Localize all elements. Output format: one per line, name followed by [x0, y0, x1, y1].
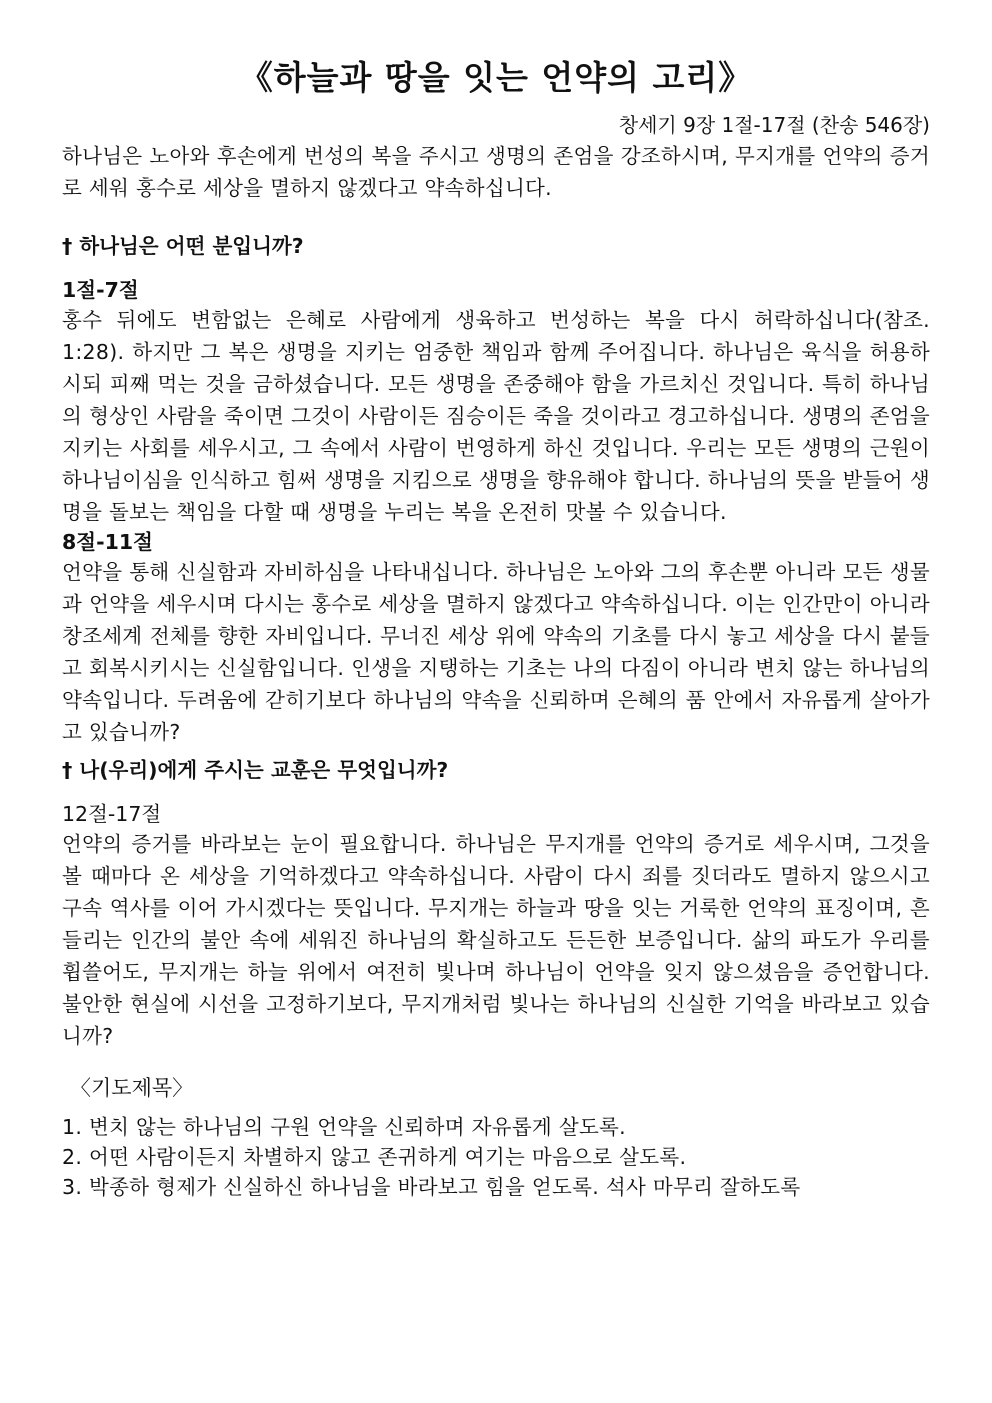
prayer-item: 1. 변치 않는 하나님의 구원 언약을 신뢰하며 자유롭게 살도록.	[62, 1115, 626, 1139]
prayer-item: 2. 어떤 사람이든지 차별하지 않고 존귀하게 여기는 마음으로 살도록.	[62, 1145, 687, 1169]
scripture-reference: 창세기 9장 1절-17절 (찬송 546장)	[618, 113, 930, 137]
bulletin-page	[62, 52, 930, 1202]
prayer-item: 3. 박종하 형제가 신실하신 하나님을 바라보고 힘을 얻도록. 석사 마무리 잘하도록	[62, 1175, 801, 1199]
document-title: 《하늘과 땅을 잇는 언약의 고리》	[239, 58, 753, 97]
verse-range-1-7: 1절-7절	[62, 278, 139, 302]
prayer-title: 〈기도제목〉	[70, 1076, 194, 1100]
paragraph-verses-1-7: 홍수 뒤에도 변함없는 은혜로 사람에게 생육하고 번성하는 복을 다시 허락하십니다(참조. 1:28). 하지만 그 복은 생명을 지키는 엄중한 책임과 함께 주어집니다. 하나님은 육식을 허용하시되 피째 먹는 것을 금하셨습니다. 모든 생명을 존중해야 함을 가르치신 것입니다. 특히 하나님의 형상인 사람을 죽이면 그것이 사람이든 짐승이든 죽을 것이라고 경고하십니다. 생명의 존엄을 지키는 사회를 세우시고, 그 속에서 사람이 번영하게 하신 것입니다. 우리는 모든 생명의 근원이 하나님이심을 인식하고 힘써 생명을 지킴으로 생명을 향유해야 합니다. 하나님의 뜻을 받들어 생명을 돌보는 책임을 다할 때 생명을 누리는 복을 온전히 맛볼 수 있습니다.	[62, 308, 930, 524]
verse-range-8-11: 8절-11절	[62, 530, 153, 554]
section-heading-who-is-god: † 하나님은 어떤 분입니까?	[62, 234, 304, 258]
intro-paragraph: 하나님은 노아와 후손에게 번성의 복을 주시고 생명의 존엄을 강조하시며, 무지개를 언약의 증거로 세워 홍수로 세상을 멸하지 않겠다고 약속하십니다.	[62, 144, 930, 200]
paragraph-verses-12-17: 언약의 증거를 바라보는 눈이 필요합니다. 하나님은 무지개를 언약의 증거로 세우시며, 그것을 볼 때마다 온 세상을 기억하겠다고 약속하십니다. 사람이 다시 죄를 짓더라도 멸하지 않으시고 구속 역사를 이어 가시겠다는 뜻입니다. 무지개는 하늘과 땅을 잇는 거룩한 언약의 표징이며, 흔들리는 인간의 불안 속에 세워진 하나님의 확실하고도 든든한 보증입니다. 삶의 파도가 우리를 휩쓸어도, 무지개는 하늘 위에서 여전히 빛나며 하나님이 언약을 잊지 않으셨음을 증언합니다. 불안한 현실에 시선을 고정하기보다, 무지개처럼 빛나는 하나님의 신실한 기억을 바라보고 있습니까?	[62, 832, 930, 1048]
verse-range-12-17: 12절-17절	[62, 802, 162, 826]
paragraph-verses-8-11: 언약을 통해 신실함과 자비하심을 나타내십니다. 하나님은 노아와 그의 후손뿐 아니라 모든 생물과 언약을 세우시며 다시는 홍수로 세상을 멸하지 않겠다고 약속하십니다. 이는 인간만이 아니라 창조세계 전체를 향한 자비입니다. 무너진 세상 위에 약속의 기초를 다시 놓고 세상을 다시 붙들고 회복시키시는 신실함입니다. 인생을 지탱하는 기초는 나의 다짐이 아니라 변치 않는 하나님의 약속입니다. 두려움에 갇히기보다 하나님의 약속을 신뢰하며 은혜의 품 안에서 자유롭게 살아가고 있습니까?	[62, 560, 930, 744]
section-heading-lesson: † 나(우리)에게 주시는 교훈은 무엇입니까?	[62, 758, 449, 782]
prayer-list	[62, 1112, 930, 1202]
